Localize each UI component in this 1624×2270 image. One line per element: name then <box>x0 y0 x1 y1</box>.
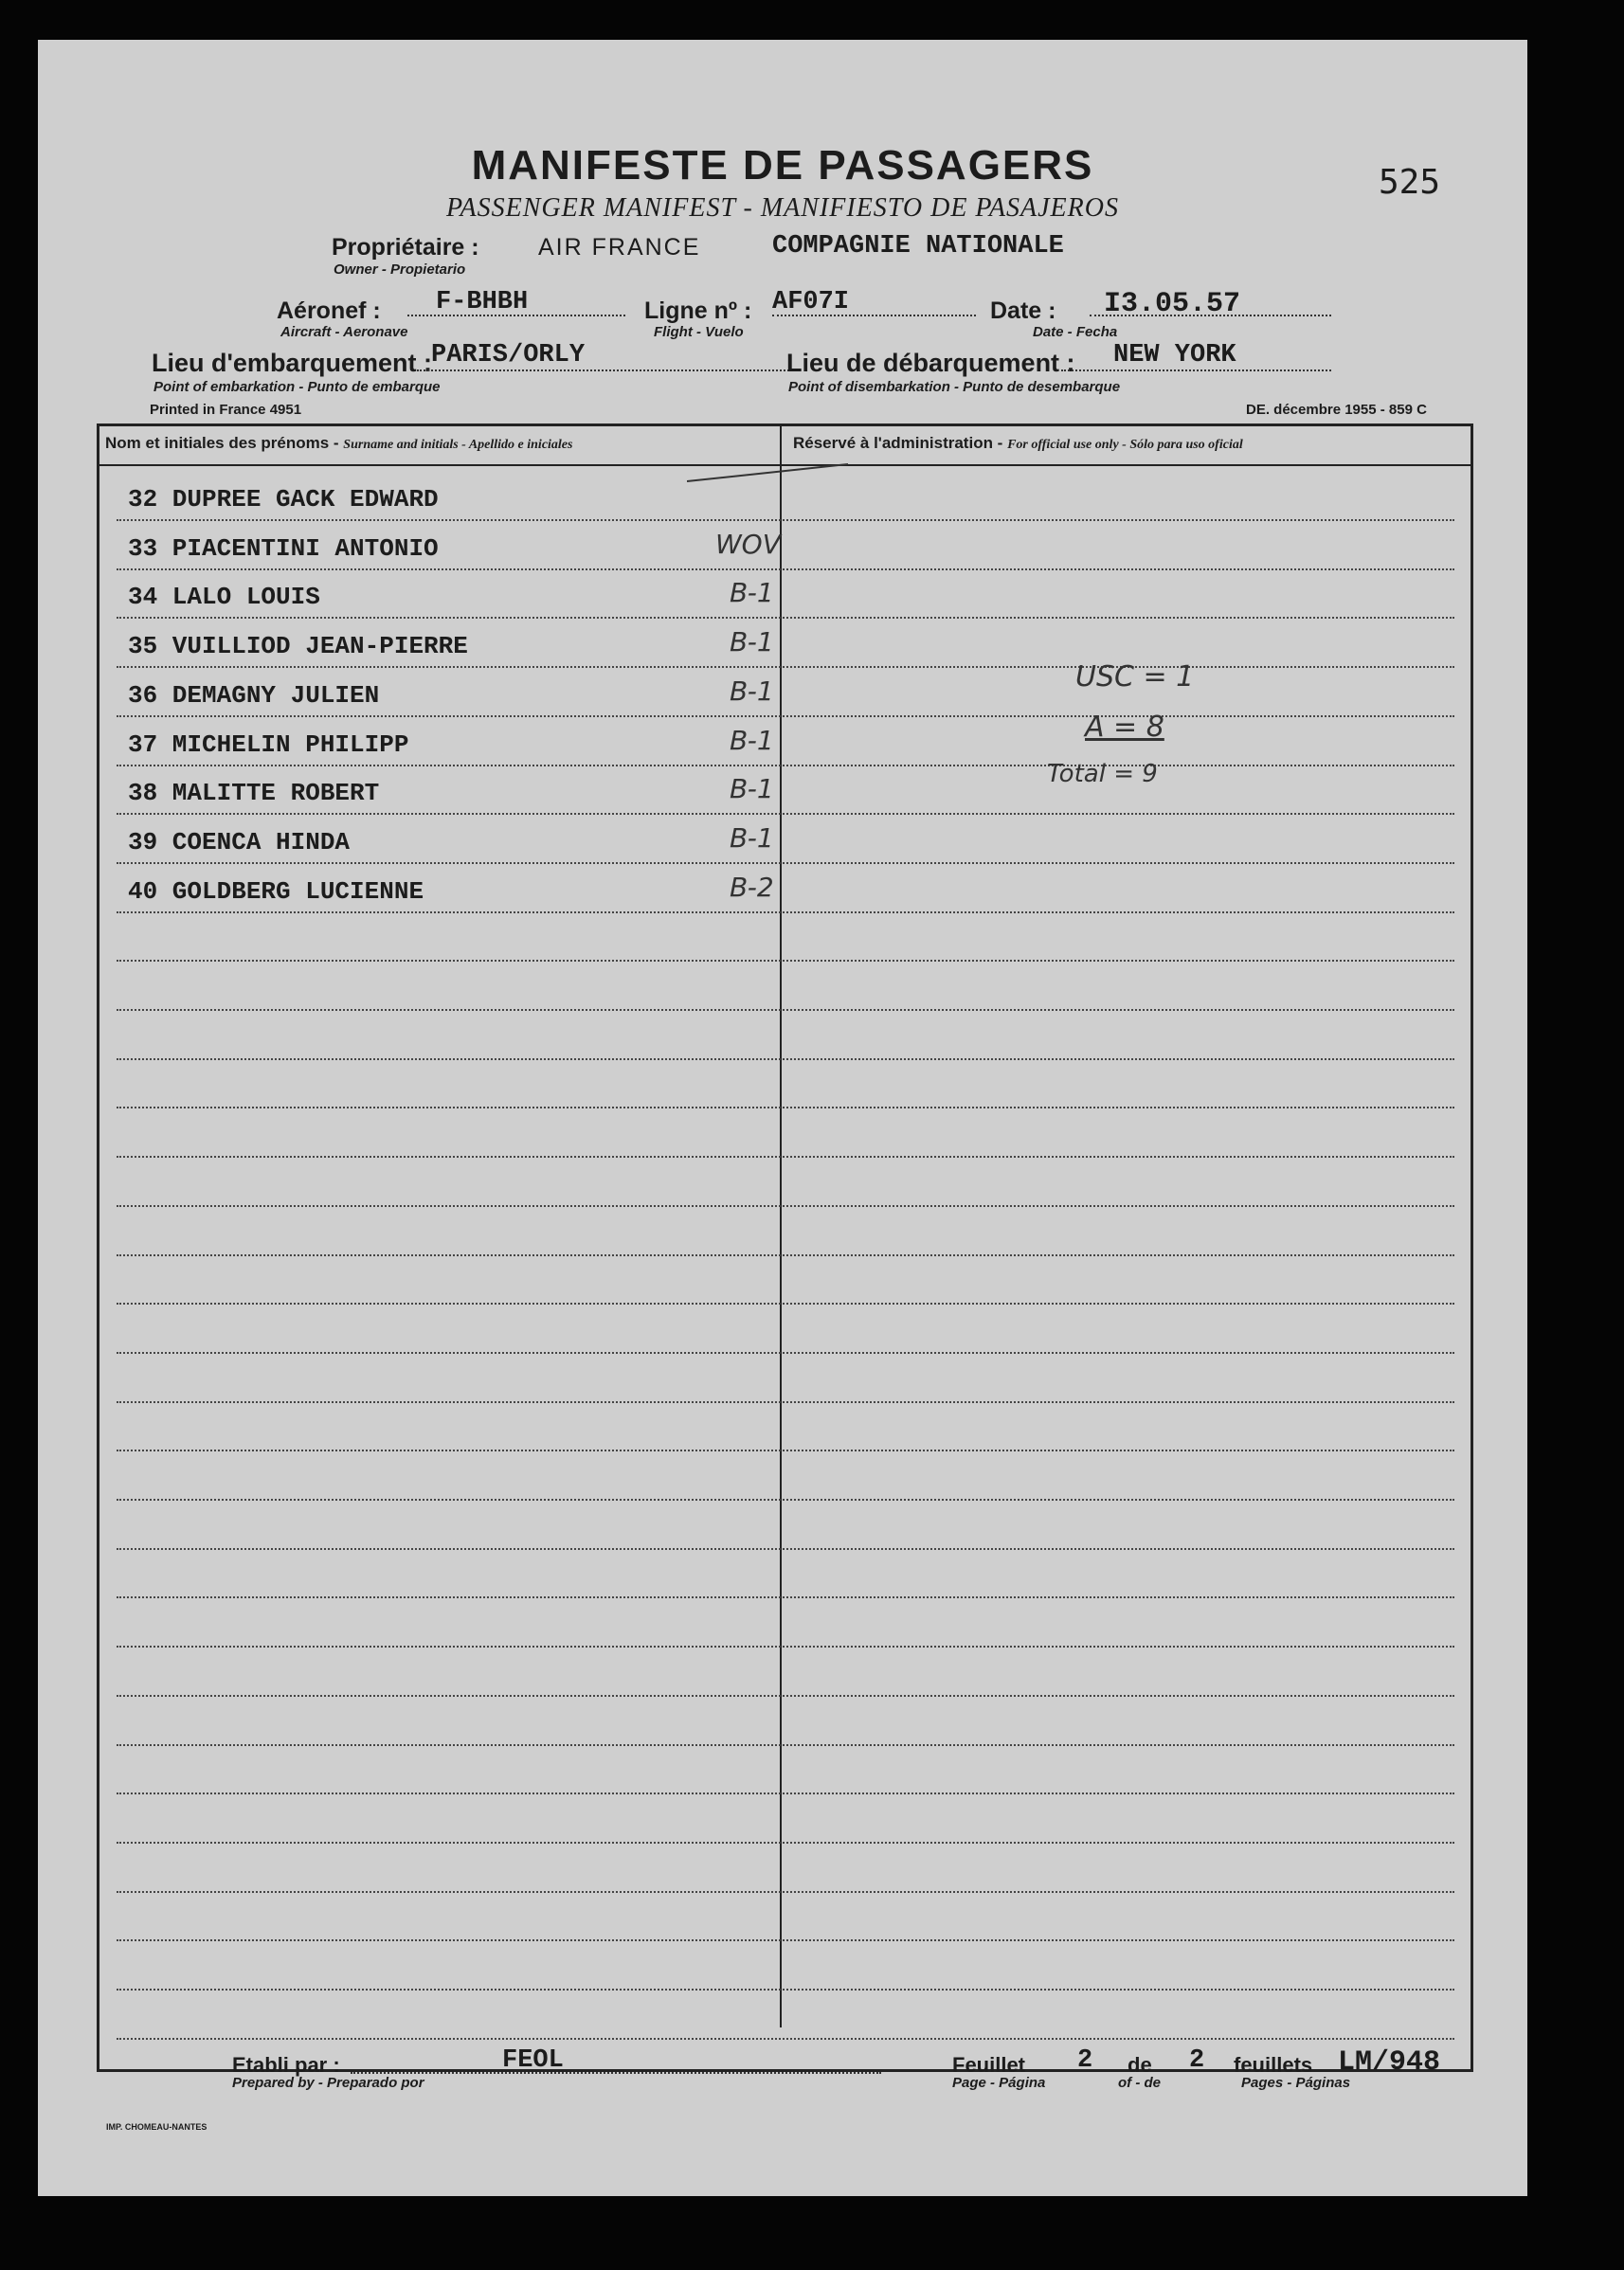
form-reference: DE. décembre 1955 - 859 C <box>1246 402 1427 418</box>
ruled-line <box>117 1058 1454 1060</box>
admin-note-total: Total = 9 <box>1047 760 1158 788</box>
ruled-line <box>117 519 1454 521</box>
of-sublabel: of - de <box>1118 2075 1161 2091</box>
ruled-line <box>117 568 1454 570</box>
document-title: MANIFESTE DE PASSAGERS <box>471 142 1094 189</box>
ruled-line <box>117 862 1454 864</box>
flight-value: AF07I <box>772 288 850 316</box>
ruled-line <box>117 1401 1454 1403</box>
passenger-name: 38 MALITTE ROBERT <box>128 779 380 808</box>
ruled-line <box>117 1254 1454 1256</box>
visa-code: B-2 <box>730 871 774 903</box>
visa-code: B-1 <box>730 821 774 854</box>
ruled-line <box>117 1499 1454 1501</box>
ruled-line <box>117 1156 1454 1158</box>
disembarkation-label: Lieu de débarquement : <box>786 349 1075 377</box>
visa-code: B-1 <box>730 675 774 707</box>
of-label: de <box>1128 2053 1152 2077</box>
admin-note-a: A = 8 <box>1085 711 1164 744</box>
column-header-admin: Réservé à l'administration - For official use only - Sólo para uso oficial <box>793 434 1243 452</box>
passenger-name: 36 DEMAGNY JULIEN <box>128 680 380 710</box>
passenger-table <box>97 423 1473 2072</box>
ruled-line <box>117 1205 1454 1207</box>
ruled-line <box>117 1303 1454 1305</box>
passenger-name: 35 VUILLIOD JEAN-PIERRE <box>128 632 468 661</box>
ruled-line <box>117 911 1454 913</box>
prepared-by-label: Etabli par : <box>232 2053 340 2077</box>
owner-label: Propriétaire : <box>332 234 479 261</box>
visa-code: B-1 <box>730 577 774 609</box>
ruled-line <box>117 1009 1454 1011</box>
disembarkation-value: NEW YORK <box>1113 341 1236 369</box>
ruled-line <box>117 1352 1454 1354</box>
printer-mark: IMP. CHOMEAU-NANTES <box>106 2122 208 2132</box>
of-value: 2 <box>1189 2046 1205 2075</box>
ruled-line <box>117 2038 1454 2040</box>
aircraft-sublabel: Aircraft - Aeronave <box>280 324 408 340</box>
date-sublabel: Date - Fecha <box>1033 324 1118 340</box>
ruled-line <box>117 1596 1454 1598</box>
admin-note-usc: USC = 1 <box>1075 660 1195 694</box>
ruled-line <box>117 765 1454 766</box>
page-sublabel: Page - Página <box>952 2075 1046 2091</box>
visa-code: B-1 <box>730 773 774 805</box>
ruled-line <box>117 1939 1454 1941</box>
document-subtitle: PASSENGER MANIFEST - MANIFIESTO DE PASAJEROS <box>446 193 1119 223</box>
ruled-line <box>117 1548 1454 1550</box>
pages-label: feuillets <box>1234 2053 1313 2077</box>
ruled-line <box>117 813 1454 815</box>
column-header-name: Nom et initiales des prénoms - Surname and initials - Apellido e iniciales <box>105 434 573 452</box>
owner-typed: COMPAGNIE NATIONALE <box>772 232 1064 261</box>
ruled-line <box>117 960 1454 962</box>
prepared-by-value: FEOL <box>502 2046 564 2075</box>
ruled-line <box>117 1744 1454 1746</box>
owner-value: AIR FRANCE <box>538 234 701 261</box>
table-header <box>99 426 1471 466</box>
page-value: 2 <box>1077 2046 1093 2075</box>
passenger-name: 33 PIACENTINI ANTONIO <box>128 533 439 563</box>
ruled-line <box>117 715 1454 717</box>
passenger-name: 34 LALO LOUIS <box>128 583 320 612</box>
embarkation-value: PARIS/ORLY <box>431 341 586 369</box>
disembarkation-sublabel: Point of disembarkation - Punto de desembarque <box>788 379 1121 395</box>
page-label: Feuillet <box>952 2053 1026 2077</box>
aircraft-value: F-BHBH <box>436 288 529 316</box>
form-ref-number: LM/948 <box>1338 2046 1441 2079</box>
flight-sublabel: Flight - Vuelo <box>654 324 744 340</box>
ruled-line <box>117 1891 1454 1893</box>
embarkation-label: Lieu d'embarquement : <box>152 349 432 377</box>
ruled-line <box>117 1695 1454 1697</box>
sheet-number: 525 <box>1379 163 1441 202</box>
ruled-line <box>117 666 1454 668</box>
embarkation-sublabel: Point of embarkation - Punto de embarque <box>153 379 441 395</box>
owner-sublabel: Owner - Propietario <box>334 261 466 278</box>
ruled-line <box>117 1842 1454 1844</box>
ruled-line <box>117 1646 1454 1648</box>
passenger-name: 39 COENCA HINDA <box>128 827 351 856</box>
passenger-name: 32 DUPREE GACK EDWARD <box>128 485 439 513</box>
passenger-name: 37 MICHELIN PHILIPP <box>128 730 409 759</box>
ruled-line <box>117 1793 1454 1794</box>
visa-code: B-1 <box>730 724 774 756</box>
date-label: Date : <box>990 297 1056 324</box>
prepared-by-sublabel: Prepared by - Preparado por <box>232 2075 424 2091</box>
visa-code: WOV <box>715 528 781 560</box>
ruled-line <box>117 617 1454 619</box>
pages-sublabel: Pages - Páginas <box>1241 2075 1351 2091</box>
aircraft-label: Aéronef : <box>277 297 381 324</box>
flight-label: Ligne nº : <box>644 297 752 324</box>
printed-note: Printed in France 4951 <box>150 402 302 418</box>
date-value: I3.05.57 <box>1104 288 1241 320</box>
manifest-sheet <box>38 40 1527 2196</box>
visa-code: B-1 <box>730 626 774 658</box>
ruled-line <box>117 1989 1454 1991</box>
check-mark <box>687 462 857 485</box>
passenger-name: 40 GOLDBERG LUCIENNE <box>128 876 424 906</box>
ruled-line <box>117 1450 1454 1451</box>
ruled-line <box>117 1107 1454 1108</box>
